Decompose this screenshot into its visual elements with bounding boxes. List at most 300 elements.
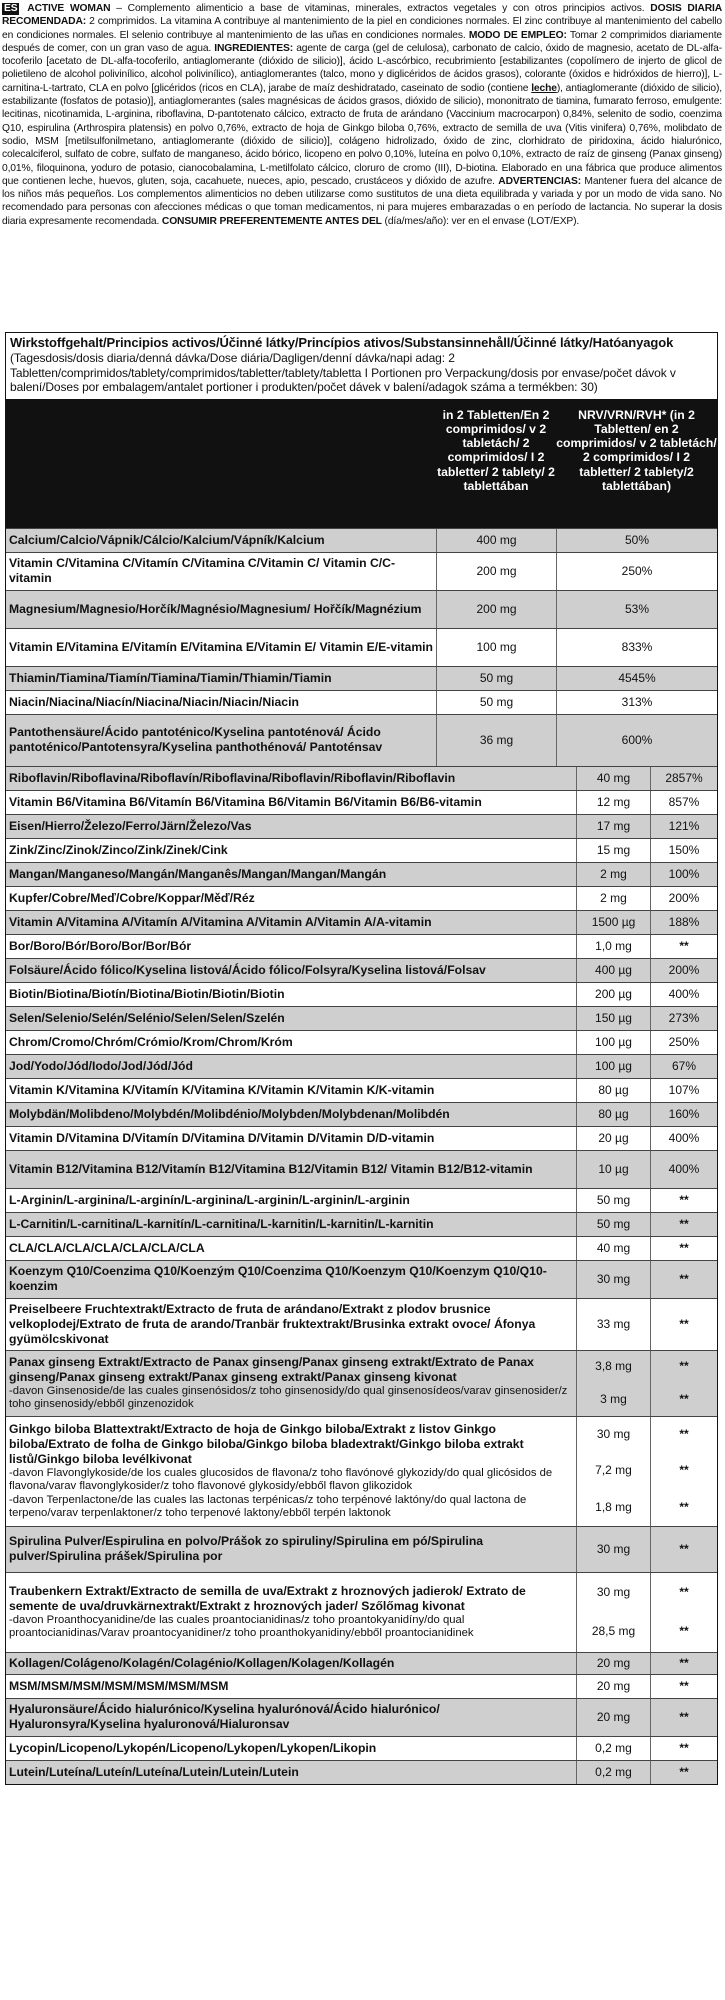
amount-stack bbox=[577, 1261, 650, 1298]
amount-value: 3 mg bbox=[600, 1391, 627, 1406]
amount-value: 1,8 mg bbox=[595, 1499, 632, 1514]
nrv-value: 4545% bbox=[618, 670, 656, 685]
nrv-stack bbox=[651, 983, 717, 1006]
amount-stack bbox=[577, 839, 650, 862]
nutrient-name bbox=[6, 715, 436, 766]
nrv-value: 857% bbox=[668, 794, 700, 809]
nutrient-label: Vitamin K/Vitamina K/Vitamín K/Vitamina K/Vitamin K/Vitamin K/K-vitamin bbox=[9, 1082, 435, 1097]
table-row bbox=[6, 690, 717, 714]
amount-stack bbox=[577, 1761, 650, 1784]
nutrient-label: MSM/MSM/MSM/MSM/MSM/MSM/MSM bbox=[9, 1678, 229, 1693]
nutrient-label: Riboflavin/Riboflavina/Riboflavín/Riboflavina/Riboflavin/Riboflavin/Riboflavin bbox=[9, 770, 456, 785]
nrv-stack bbox=[651, 1261, 717, 1298]
nutrient-name bbox=[6, 1527, 576, 1572]
nrv-value: 273% bbox=[668, 1010, 700, 1025]
nrv-stack bbox=[651, 791, 717, 814]
nutrient-label: Zink/Zinc/Zinok/Zinco/Zink/Zinek/Cink bbox=[9, 842, 228, 857]
amount-value: 1500 µg bbox=[591, 914, 636, 929]
nrv-stack bbox=[651, 1103, 717, 1126]
amount-value: 3,8 mg bbox=[595, 1359, 632, 1374]
amount-stack bbox=[577, 1103, 650, 1126]
nutrient-label: Spirulina Pulver/Espirulina en polvo/Prášok zo spiruliny/Spirulina em pó/Spirulina pulver/Spirulina prášek/Spirulina por bbox=[9, 1534, 484, 1563]
nutrient-label: Vitamin A/Vitamina A/Vitamín A/Vitamina A/Vitamin A/Vitamin A/A-vitamin bbox=[9, 914, 432, 929]
nrv-value: 833% bbox=[621, 639, 653, 654]
amount-value: 20 mg bbox=[596, 1709, 631, 1724]
nutrient-label: Jod/Yodo/Jód/Iodo/Jod/Jód/Jód bbox=[9, 1058, 193, 1073]
amount-stack bbox=[577, 1351, 650, 1416]
nutrient-name bbox=[6, 1299, 576, 1350]
nrv-stack bbox=[651, 1189, 717, 1212]
amount-stack bbox=[577, 1299, 650, 1350]
nrv-cell bbox=[650, 911, 717, 934]
table-row bbox=[6, 1416, 717, 1526]
amount-cell bbox=[576, 1031, 650, 1054]
nrv-stack bbox=[651, 1675, 717, 1698]
nutrient-name bbox=[6, 1699, 576, 1736]
amount-cell bbox=[576, 1213, 650, 1236]
amount-cell bbox=[576, 1079, 650, 1102]
product-name: ACTIVE WOMAN bbox=[27, 3, 111, 14]
nrv-cell bbox=[650, 1699, 717, 1736]
nutrient-name bbox=[6, 1573, 576, 1652]
table-row bbox=[6, 934, 717, 958]
table-row bbox=[6, 1126, 717, 1150]
nrv-stack bbox=[651, 1417, 717, 1526]
nutrient-label: Eisen/Hierro/Železo/Ferro/Järn/Železo/Vas bbox=[9, 818, 252, 833]
amount-value: 1,0 mg bbox=[595, 938, 632, 953]
nrv-cell bbox=[650, 1237, 717, 1260]
amount-cell bbox=[576, 1699, 650, 1736]
nutrient-name bbox=[6, 1261, 576, 1298]
nrv-cell bbox=[650, 1055, 717, 1078]
nutrient-sub-label: -davon Terpenlactone/de las cuales las lactonas terpénicas/z toho terpénové laktóny/do qual lactona de terpeno/varav terpenlaktoner/z toho terpenové laktony/ebből terpén laktonok bbox=[9, 1493, 527, 1519]
table-row bbox=[6, 1078, 717, 1102]
nutrient-label: Vitamin D/Vitamina D/Vitamín D/Vitamina D/Vitamin D/Vitamin D/D-vitamin bbox=[9, 1130, 435, 1145]
table-row bbox=[6, 1236, 717, 1260]
nutrient-label: Calcium/Calcio/Vápnik/Cálcio/Kalcium/Vápník/Kalcium bbox=[9, 532, 325, 547]
nrv-cell bbox=[650, 1189, 717, 1212]
nrv-cell bbox=[650, 1213, 717, 1236]
nrv-cell bbox=[556, 591, 717, 628]
nrv-cell bbox=[650, 1007, 717, 1030]
column-header-nrv: NRV/VRN/RVH* (in 2 Tabletten/ en 2 comprimidos/ v 2 tabletách/ 2 comprimidos/ I 2 tabletter/ 2 tablety/2 tablettában) bbox=[556, 407, 717, 493]
language-badge: ES bbox=[4, 3, 18, 14]
table-row bbox=[6, 1006, 717, 1030]
amount-cell bbox=[576, 1151, 650, 1188]
nutrient-label: Biotin/Biotina/Biotín/Biotina/Biotin/Biotin/Biotin bbox=[9, 986, 285, 1001]
nutrient-name bbox=[6, 839, 576, 862]
column-header-name bbox=[6, 400, 436, 528]
amount-value: 50 mg bbox=[479, 670, 514, 685]
amount-stack bbox=[577, 1127, 650, 1150]
ingredients-heading: INGREDIENTES: bbox=[214, 42, 294, 54]
amount-cell bbox=[576, 1653, 650, 1674]
nutrient-label: Vitamin B12/Vitamina B12/Vitamín B12/Vitamina B12/Vitamin B12/ Vitamin B12/B12-vitamin bbox=[9, 1161, 533, 1176]
nrv-cell bbox=[650, 1103, 717, 1126]
amount-cell bbox=[436, 715, 556, 766]
amount-cell bbox=[576, 887, 650, 910]
amount-cell bbox=[576, 791, 650, 814]
table-row bbox=[6, 790, 717, 814]
nutrient-label: Niacin/Niacina/Niacín/Niacina/Niacin/Niacin/Niacin bbox=[9, 694, 299, 709]
table-subtitle: (Tagesdosis/dosis diaria/denná dávka/Dose diária/Dagligen/denní dávka/napi adag: 2 Tabletten/comprimidos/tablety/comprimidos/tabletter/tablety/tabletta I Portionen pro Verpackung/dosis por envase/počet dávok v balení/Doses por embalagem/antalet portioner i produkten/počet dávek v balení/adagok száma a termékben: 30) bbox=[10, 351, 676, 394]
amount-cell bbox=[576, 1055, 650, 1078]
nrv-value: ** bbox=[679, 1541, 689, 1556]
nutrient-name bbox=[6, 1675, 576, 1698]
nutrient-label: Kupfer/Cobre/Meď/Cobre/Koppar/Měď/Réz bbox=[9, 890, 255, 905]
nutrient-label: L-Carnitin/L-carnitina/L-karnitín/L-carnitina/L-karnitin/L-karnitin/L-karnitin bbox=[9, 1216, 434, 1231]
amount-stack bbox=[577, 1237, 650, 1260]
nrv-cell bbox=[650, 1737, 717, 1760]
table-row bbox=[6, 714, 717, 766]
nrv-value: ** bbox=[679, 1624, 689, 1639]
nutrient-name bbox=[6, 791, 576, 814]
nrv-stack bbox=[651, 1351, 717, 1416]
amount-stack bbox=[577, 1189, 650, 1212]
table-row bbox=[6, 1150, 717, 1188]
amount-cell bbox=[576, 1527, 650, 1572]
nrv-cell bbox=[556, 629, 717, 666]
amount-value: 50 mg bbox=[596, 1216, 631, 1231]
nutrient-name bbox=[6, 935, 576, 958]
spanish-label-text bbox=[2, 2, 722, 318]
nrv-value: 400% bbox=[668, 1130, 700, 1145]
nutrient-name bbox=[6, 691, 436, 714]
nutrient-label: Selen/Selenio/Selén/Selénio/Selen/Selen/Szelén bbox=[9, 1010, 285, 1025]
table-row bbox=[6, 528, 717, 552]
nrv-value: ** bbox=[679, 1316, 689, 1331]
nrv-cell bbox=[556, 667, 717, 690]
amount-value: 2 mg bbox=[600, 890, 627, 905]
nrv-value: 400% bbox=[668, 986, 700, 1001]
nrv-stack bbox=[651, 1007, 717, 1030]
nrv-stack bbox=[651, 815, 717, 838]
nrv-cell bbox=[650, 887, 717, 910]
nrv-stack bbox=[557, 691, 717, 714]
nutrient-name bbox=[6, 863, 576, 886]
nrv-value: 250% bbox=[621, 563, 653, 578]
amount-value: 80 µg bbox=[598, 1082, 629, 1097]
nutrient-name bbox=[6, 1737, 576, 1760]
nutrient-label: Mangan/Manganeso/Mangán/Manganês/Mangan/Mangan/Mangán bbox=[9, 866, 387, 881]
nrv-cell bbox=[650, 1299, 717, 1350]
amount-cell bbox=[576, 1573, 650, 1652]
amount-stack bbox=[437, 553, 556, 590]
nrv-value: ** bbox=[679, 1499, 689, 1514]
nrv-cell bbox=[650, 815, 717, 838]
nutrient-name bbox=[6, 1127, 576, 1150]
amount-cell bbox=[576, 1103, 650, 1126]
nrv-value: ** bbox=[679, 1655, 689, 1670]
amount-value: 200 mg bbox=[476, 601, 517, 616]
nutrient-label: Traubenkern Extrakt/Extracto de semilla de uva/Extrakt z hroznových jadierok/ Extrato de semente de uva/druvkärnextrakt/Extrakt z hroznových jader/ Szőlőmag kivonat bbox=[9, 1583, 526, 1613]
nutrient-label: Bor/Boro/Bór/Boro/Bor/Bor/Bór bbox=[9, 938, 192, 953]
nutrient-name bbox=[6, 1055, 576, 1078]
amount-cell bbox=[576, 839, 650, 862]
table-row bbox=[6, 1652, 717, 1674]
nrv-value: ** bbox=[679, 1764, 689, 1779]
nrv-stack bbox=[651, 863, 717, 886]
amount-stack bbox=[577, 1675, 650, 1698]
amount-value: 0,2 mg bbox=[595, 1740, 632, 1755]
usage-heading: MODO DE EMPLEO: bbox=[468, 29, 567, 41]
nrv-stack bbox=[651, 959, 717, 982]
nutrient-label: Vitamin E/Vitamina E/Vitamín E/Vitamina E/Vitamin E/ Vitamin E/E-vitamin bbox=[9, 639, 433, 654]
nrv-value: 100% bbox=[668, 866, 700, 881]
nutrient-name bbox=[6, 1031, 576, 1054]
nrv-value: 200% bbox=[668, 890, 700, 905]
nrv-value: ** bbox=[679, 1740, 689, 1755]
amount-value: 28,5 mg bbox=[591, 1624, 636, 1639]
ingredients-text-continued: ), antiaglomerante (dióxido de silicio), estabilizante (fosfatos de potasio)], antiaglomerantes (sales magnésicas de ácidos grasos, dióxido de silicio), mononitrato de tiamina, fumarato ferroso, emulgente: lecitinas, nicotinamida, L-arginina, riboflavina, D-pantotenato cálcico, extracto de fruta de arándano (Vaccinium macrocarpon) 0,84%, selenito de sodio, coenzima Q10, espirulina (Arthrospira platensis) en polvo 0,76%, extracto de hoja de Ginkgo biloba 0,76%, extracto de semilla de uva (Vitis vinifera) 0,76%, molibdato de sodio, MSM [metilsulfonilmetano, antiaglomerante (dióxido de silicio)], colágeno hidrolizado, óxido de zinc, clorhidrato de piridoxina, ácido hialurónico, colecalciferol, sulfato de cobre, sulfato de manganeso, ácido bórico, licopeno en polvo 0,10%, luteína en polvo 0,10%, extracto de raíz de ginseng (Panax ginseng) 0,01%, filoquinona, yoduro de potasio, cianocobalamina, L-metilfolato cálcico, cloruro de cromo (III), D-biotina. Elaborado en una fábrica que produce alimentos que contienen leche, huevos, gluten, soja, cacahuete, nueces, apio, pescado, crustáceos y dióxido de azufre. bbox=[2, 82, 722, 187]
amount-stack bbox=[577, 983, 650, 1006]
table-row bbox=[6, 1030, 717, 1054]
nrv-value: 121% bbox=[668, 818, 700, 833]
table-row bbox=[6, 666, 717, 690]
amount-cell bbox=[576, 1351, 650, 1416]
amount-cell bbox=[576, 1299, 650, 1350]
nutrient-label: Folsäure/Ácido fólico/Kyselina listová/Ácido fólico/Folsyra/Kyselina listová/Folsav bbox=[9, 962, 486, 977]
nrv-stack bbox=[651, 1573, 717, 1652]
nrv-cell bbox=[650, 1031, 717, 1054]
table-row bbox=[6, 1674, 717, 1698]
amount-stack bbox=[577, 911, 650, 934]
nrv-cell bbox=[556, 715, 717, 766]
nutrient-label: Vitamin C/Vitamina C/Vitamín C/Vitamina C/Vitamin C/ Vitamin C/C-vitamin bbox=[9, 556, 396, 585]
amount-stack bbox=[437, 667, 556, 690]
nutrient-label: Magnesium/Magnesio/Horčík/Magnésio/Magnesium/ Hořčík/Magnézium bbox=[9, 601, 422, 616]
amount-stack bbox=[577, 1417, 650, 1526]
nrv-value: 250% bbox=[668, 1034, 700, 1049]
nutrient-name bbox=[6, 1761, 576, 1784]
nrv-value: 150% bbox=[668, 842, 700, 857]
nutrient-name bbox=[6, 1079, 576, 1102]
amount-cell bbox=[576, 935, 650, 958]
table-row bbox=[6, 1736, 717, 1760]
nutrient-label: CLA/CLA/CLA/CLA/CLA/CLA/CLA bbox=[9, 1240, 205, 1255]
table-row bbox=[6, 766, 717, 790]
dose-heading: DOSIS DIARIA RECOMENDADA: bbox=[2, 3, 722, 28]
amount-value: 0,2 mg bbox=[595, 1764, 632, 1779]
nutrient-sub-label: -davon Proanthocyanidine/de las cuales proantocianidinas/z toho proantokyanidíny/do qual proantocianidinas/Varav proantocyanidiner/z toho proanthokyanidiny/ebből proantocianidinek bbox=[9, 1613, 474, 1639]
table-row bbox=[6, 982, 717, 1006]
amount-stack bbox=[577, 815, 650, 838]
table-row bbox=[6, 1054, 717, 1078]
nrv-cell bbox=[556, 691, 717, 714]
amount-value: 33 mg bbox=[596, 1316, 631, 1331]
amount-stack bbox=[577, 1653, 650, 1674]
table-row bbox=[6, 628, 717, 666]
amount-stack bbox=[577, 1031, 650, 1054]
nrv-value: ** bbox=[679, 1584, 689, 1599]
nutrient-name bbox=[6, 1653, 576, 1674]
table-body-upper bbox=[6, 528, 717, 766]
amount-value: 200 µg bbox=[595, 986, 632, 1001]
nrv-value: ** bbox=[679, 1427, 689, 1442]
amount-stack bbox=[577, 1151, 650, 1188]
column-header-amount: in 2 Tabletten/En 2 comprimidos/ v 2 tabletách/ 2 comprimidos/ I 2 tabletter/ 2 tablety/ 2 tablettában bbox=[437, 407, 555, 493]
amount-cell bbox=[436, 553, 556, 590]
nutrition-table bbox=[5, 332, 718, 1785]
best-before-heading: CONSUMIR PREFERENTEMENTE ANTES DEL bbox=[161, 215, 382, 227]
amount-stack bbox=[577, 767, 650, 790]
nutrient-label: Lycopin/Licopeno/Lykopén/Licopeno/Lykopen/Lykopen/Likopin bbox=[9, 1740, 377, 1755]
nutrient-label: Molybdän/Molibdeno/Molybdén/Molibdénio/Molybden/Molybdenan/Molibdén bbox=[9, 1106, 450, 1121]
nutrient-name bbox=[6, 959, 576, 982]
amount-cell bbox=[576, 815, 650, 838]
best-before-text: (día/mes/año): ver en el envase (LOT/EXP). bbox=[381, 215, 580, 227]
nrv-value: 313% bbox=[621, 694, 653, 709]
amount-stack bbox=[577, 1699, 650, 1736]
amount-stack bbox=[437, 691, 556, 714]
amount-value: 17 mg bbox=[596, 818, 631, 833]
amount-value: 100 mg bbox=[476, 639, 517, 654]
amount-stack bbox=[437, 529, 556, 552]
nrv-cell bbox=[650, 1351, 717, 1416]
nutrient-label: Thiamin/Tiamina/Tiamín/Tiamina/Tiamin/Thiamin/Tiamin bbox=[9, 670, 332, 685]
amount-stack bbox=[577, 935, 650, 958]
amount-value: 400 mg bbox=[476, 532, 517, 547]
amount-cell bbox=[436, 691, 556, 714]
nrv-value: ** bbox=[679, 1463, 689, 1478]
nrv-stack bbox=[557, 529, 717, 552]
amount-stack bbox=[577, 1737, 650, 1760]
amount-value: 400 µg bbox=[595, 962, 632, 977]
nrv-stack bbox=[651, 1151, 717, 1188]
nutrient-label: Vitamin B6/Vitamina B6/Vitamín B6/Vitamina B6/Vitamin B6/Vitamin B6/B6-vitamin bbox=[9, 794, 482, 809]
nrv-stack bbox=[651, 1653, 717, 1674]
nutrient-label: Pantothensäure/Ácido pantoténico/Kyselina pantoténová/ Ácido pantoténico/Pantotensyra/Kyselina panthothénová/ Pantoténsav bbox=[9, 725, 383, 754]
amount-value: 20 µg bbox=[598, 1130, 629, 1145]
nutrient-name bbox=[6, 983, 576, 1006]
amount-cell bbox=[576, 1127, 650, 1150]
warnings-heading: ADVERTENCIAS: bbox=[498, 175, 581, 187]
nutrient-label: Panax ginseng Extrakt/Extracto de Panax ginseng/Panax ginseng extrakt/Extrato de Panax ginseng/Panax ginseng extrakt/Panax ginseng extrakt/Panax ginseng kivonat bbox=[9, 1354, 534, 1384]
amount-stack bbox=[577, 887, 650, 910]
nutrient-name bbox=[6, 1189, 576, 1212]
nrv-value: ** bbox=[679, 1240, 689, 1255]
nrv-stack bbox=[557, 667, 717, 690]
amount-value: 100 µg bbox=[595, 1058, 632, 1073]
nrv-stack bbox=[557, 715, 717, 766]
table-header bbox=[6, 333, 717, 400]
amount-stack bbox=[577, 1007, 650, 1030]
nutrient-name bbox=[6, 767, 576, 790]
nrv-cell bbox=[556, 529, 717, 552]
amount-value: 20 mg bbox=[596, 1655, 631, 1670]
table-row bbox=[6, 1526, 717, 1572]
nrv-value: ** bbox=[679, 1709, 689, 1724]
amount-stack bbox=[437, 715, 556, 766]
nrv-stack bbox=[651, 1299, 717, 1350]
table-row bbox=[6, 1212, 717, 1236]
table-row bbox=[6, 862, 717, 886]
nrv-stack bbox=[557, 629, 717, 666]
nutrient-name bbox=[6, 1351, 576, 1416]
nrv-value: 188% bbox=[668, 914, 700, 929]
nrv-value: 600% bbox=[621, 732, 653, 747]
nrv-stack bbox=[651, 1761, 717, 1784]
table-row bbox=[6, 1260, 717, 1298]
amount-value: 15 mg bbox=[596, 842, 631, 857]
amount-value: 40 mg bbox=[596, 1240, 631, 1255]
warnings-text: Mantener fuera del alcance de los niños más pequeños. Los complementos alimenticios no deben utilizarse como sustitutos de una dieta equilibrada y variada y por un modo de vida sano. No recomendado para personas con afecciones médicas o que toman medicamentos, ni para mujeres embarazadas o en período de lactancia. No superar la dosis diaria expresamente recomendada. bbox=[2, 175, 722, 227]
nutrient-name bbox=[6, 629, 436, 666]
nutrient-name bbox=[6, 1237, 576, 1260]
nutrient-label: Koenzym Q10/Coenzima Q10/Koenzým Q10/Coenzima Q10/Koenzym Q10/Koenzym Q10/Q10-koenzim bbox=[9, 1264, 547, 1293]
nrv-cell bbox=[650, 1527, 717, 1572]
amount-value: 100 µg bbox=[595, 1034, 632, 1049]
nrv-stack bbox=[651, 767, 717, 790]
nrv-value: ** bbox=[679, 1216, 689, 1231]
amount-value: 200 mg bbox=[476, 563, 517, 578]
nrv-value: ** bbox=[679, 1271, 689, 1286]
nutrient-name bbox=[6, 911, 576, 934]
amount-value: 20 mg bbox=[596, 1678, 631, 1693]
nrv-stack bbox=[651, 1737, 717, 1760]
intro-paragraph-3: Tomar 2 comprimidos diariamente después de comer, con un gran vaso de agua. bbox=[2, 29, 722, 54]
amount-value: 30 mg bbox=[596, 1271, 631, 1286]
nrv-stack bbox=[557, 591, 717, 628]
table-title: Wirkstoffgehalt/Principios activos/Účinné látky/Princípios ativos/Substansinnehåll/Účinné látky/Hatóanyagok bbox=[10, 335, 674, 350]
nrv-value: 53% bbox=[624, 601, 650, 616]
nrv-cell bbox=[650, 983, 717, 1006]
amount-stack bbox=[577, 1055, 650, 1078]
table-row bbox=[6, 886, 717, 910]
amount-cell bbox=[436, 591, 556, 628]
nrv-value: 400% bbox=[668, 1161, 700, 1176]
table-row bbox=[6, 958, 717, 982]
nrv-cell bbox=[650, 1151, 717, 1188]
amount-value: 30 mg bbox=[596, 1584, 631, 1599]
nutrient-label: Preiselbeere Fruchtextrakt/Extracto de fruta de arándano/Extrakt z plodov brusnice velkoplodej/Extrato de fruta de arando/Tranbär fruktextrakt/Brusinka extrakt ovoce/ Áfonya gyümölcskivonat bbox=[9, 1301, 536, 1346]
table-row bbox=[6, 1572, 717, 1652]
amount-value: 10 µg bbox=[598, 1161, 629, 1176]
nrv-stack bbox=[651, 839, 717, 862]
amount-cell bbox=[576, 983, 650, 1006]
amount-cell bbox=[576, 1761, 650, 1784]
amount-cell bbox=[576, 767, 650, 790]
table-row bbox=[6, 1698, 717, 1736]
nutrient-label: Lutein/Luteína/Luteín/Luteína/Lutein/Lutein/Lutein bbox=[9, 1764, 299, 1779]
nrv-value: ** bbox=[679, 1359, 689, 1374]
amount-value: 50 mg bbox=[596, 1192, 631, 1207]
nrv-value: 107% bbox=[668, 1082, 700, 1097]
nrv-value: ** bbox=[679, 1678, 689, 1693]
amount-value: 40 mg bbox=[596, 770, 631, 785]
amount-stack bbox=[577, 1213, 650, 1236]
nrv-stack bbox=[651, 1213, 717, 1236]
nutrient-name bbox=[6, 591, 436, 628]
nrv-cell bbox=[650, 1079, 717, 1102]
nrv-stack bbox=[557, 553, 717, 590]
table-row bbox=[6, 910, 717, 934]
table-row bbox=[6, 1188, 717, 1212]
amount-cell bbox=[436, 667, 556, 690]
nrv-stack bbox=[651, 1127, 717, 1150]
nrv-stack bbox=[651, 911, 717, 934]
nutrient-name bbox=[6, 1213, 576, 1236]
amount-value: 150 µg bbox=[595, 1010, 632, 1025]
table-row bbox=[6, 1350, 717, 1416]
nrv-cell bbox=[650, 1261, 717, 1298]
nrv-stack bbox=[651, 887, 717, 910]
amount-cell bbox=[436, 629, 556, 666]
nutrient-sub-label: -davon Ginsenoside/de las cuales ginsenósidos/z toho ginsenosidy/do qual ginsenosídeos/varav ginsenosider/z toho ginsenosidy/ebből ginzenozidok bbox=[9, 1384, 568, 1410]
nutrient-label: Chrom/Cromo/Chróm/Crómio/Krom/Chrom/Króm bbox=[9, 1034, 293, 1049]
amount-cell bbox=[436, 529, 556, 552]
nrv-cell bbox=[556, 553, 717, 590]
